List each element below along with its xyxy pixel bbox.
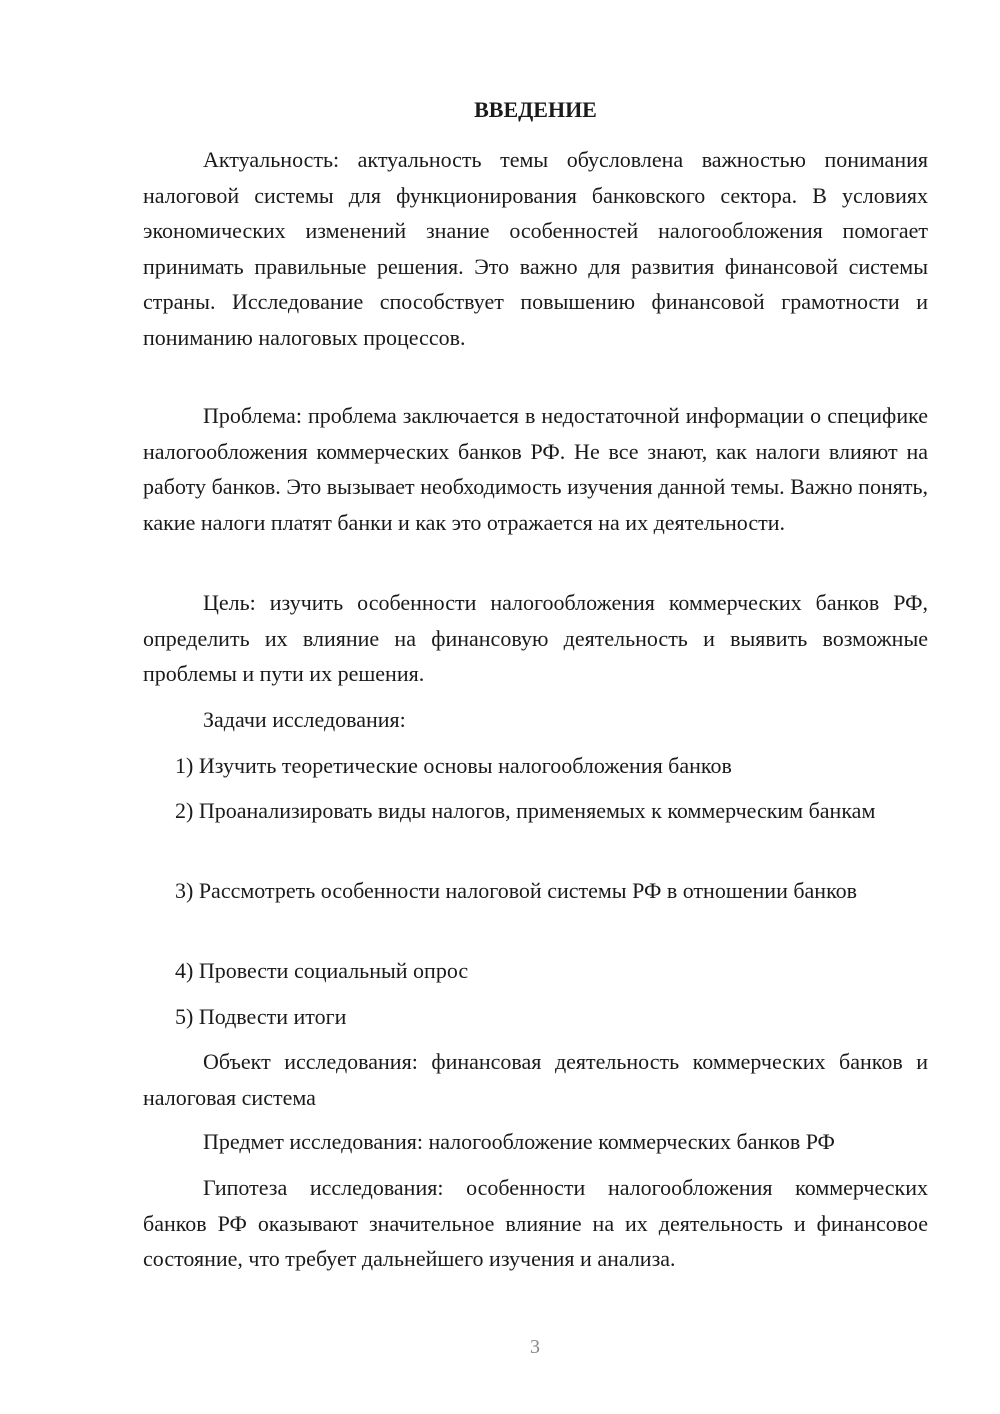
task-item-2: 2) Проанализировать виды налогов, применяемых к коммерческим банкам [175,798,876,823]
paragraph-goal: Цель: изучить особенности налогообложения коммерческих банков РФ, определить их влияние на финансовую деятельность и выявить возможные проблемы и пути их решения. [143,590,928,686]
tasks-intro: Задачи исследования: [203,707,406,732]
task-item-1: 1) Изучить теоретические основы налогообложения банков [175,753,732,778]
paragraph-object: Объект исследования: финансовая деятельность коммерческих банков и налоговая система [143,1049,928,1110]
paragraph-problem: Проблема: проблема заключается в недостаточной информации о специфике налогообложения коммерческих банков РФ. Не все знают, как налоги влияют на работу банков. Это вызывает необходимость изучения данной темы. Важно понять, какие налоги платят банки и как это отражается на их деятельности. [143,403,928,535]
paragraph-hypothesis: Гипотеза исследования: особенности налогообложения коммерческих банков РФ оказывают значительное влияние на их деятельность и финансовое состояние, что требует дальнейшего изучения и анализа. [143,1175,928,1271]
page-title: ВВЕДЕНИЕ [474,97,597,122]
paragraph-relevance: Актуальность: актуальность темы обусловлена важностью понимания налоговой системы для функционирования банковского сектора. В условиях экономических изменений знание особенностей налогообложения помогает принимать правильные решения. Это важно для развития финансовой системы страны. Исследование способствует повышению финансовой грамотности и пониманию налоговых процессов. [143,147,928,350]
task-item-5: 5) Подвести итоги [175,1004,347,1029]
task-item-3: 3) Рассмотреть особенности налоговой системы РФ в отношении банков [175,878,858,903]
task-item-4: 4) Провести социальный опрос [175,958,469,983]
page-number: 3 [530,1336,540,1358]
paragraph-subject: Предмет исследования: налогообложение коммерческих банков РФ [203,1129,835,1154]
